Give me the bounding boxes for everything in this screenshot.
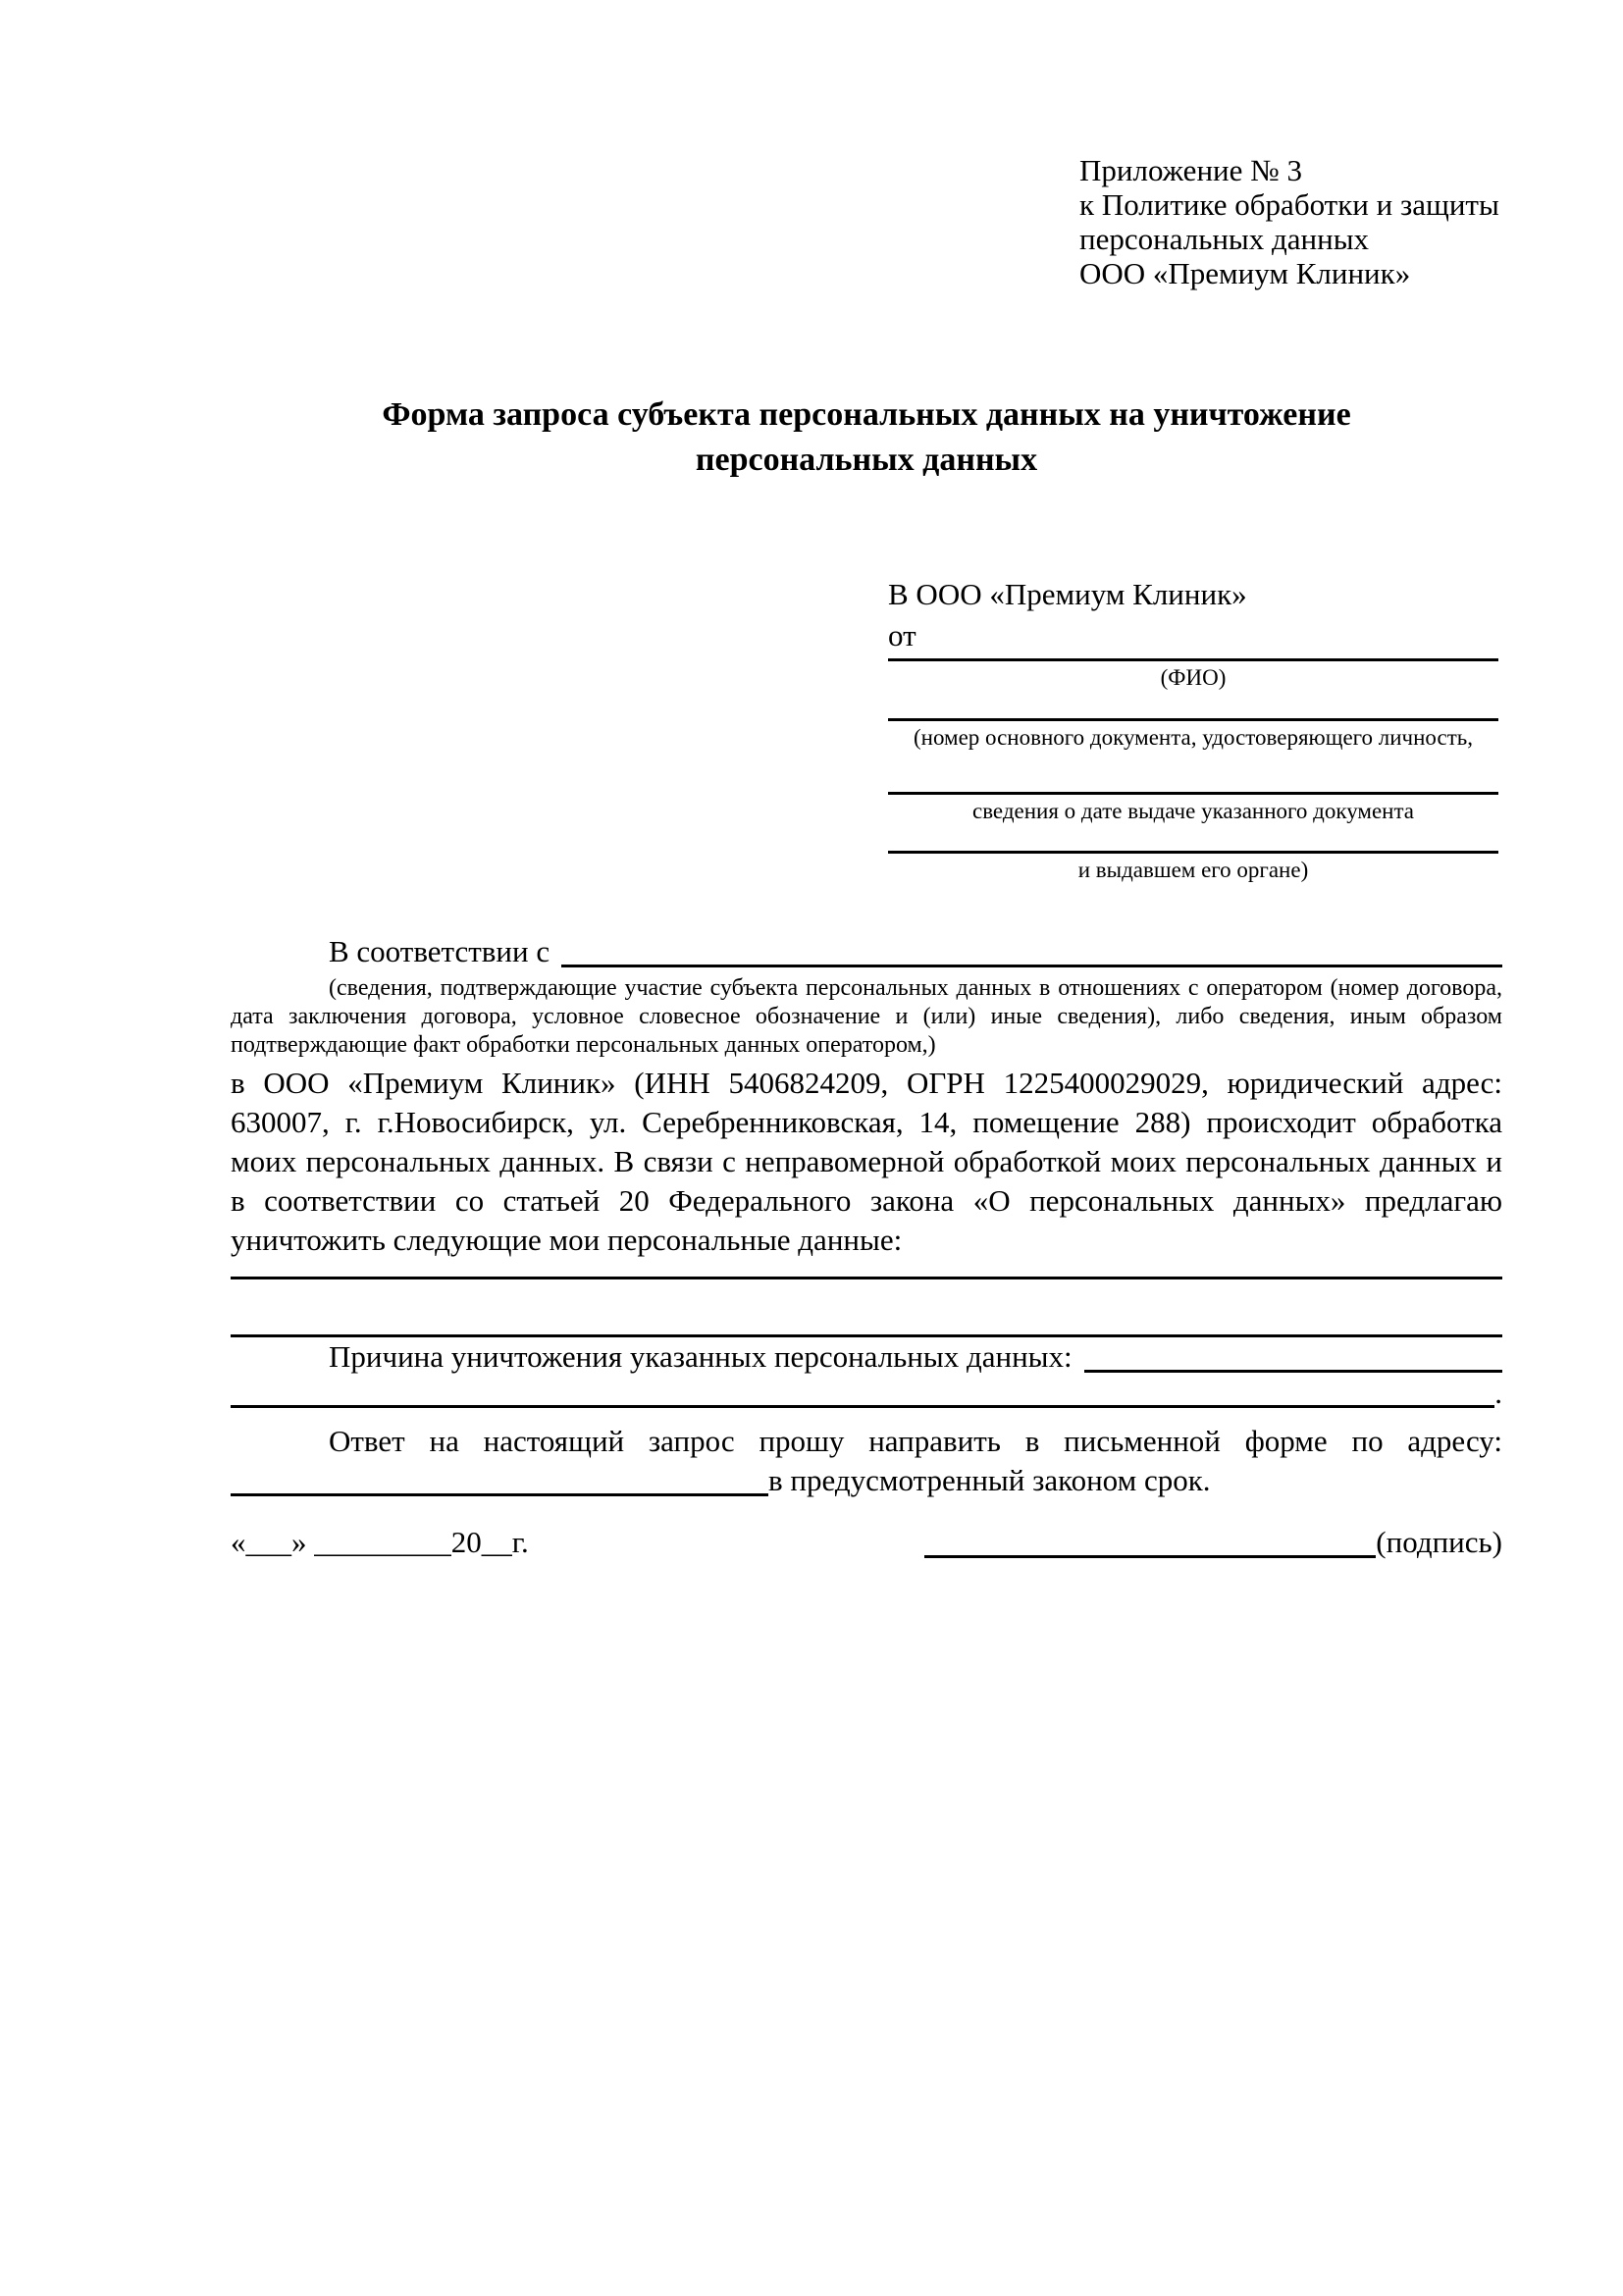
reason-row — [231, 1337, 1502, 1377]
address-input-line[interactable] — [231, 1461, 768, 1496]
doc-date-caption: сведения о дате выдаче указанного документа — [971, 799, 1415, 823]
main-paragraph: в ООО «Премиум Клиник» (ИНН 5406824209, ОГРН 1225400029029, юридический адрес: 630007, г. г.Новосибирск, ул. Серебренниковская, 14, помещение 288) происходит обработка моих персональных данных. В связи с неправомерной обработкой моих персональных данных и в соответствии со статьей 20 Федерального закона «О персональных данных» предлагаю уничтожить следующие мои персональные данные: — [231, 1066, 1502, 1257]
date-line[interactable]: «___» _________20__г. — [231, 1525, 529, 1559]
reason-input-line-2[interactable] — [231, 1377, 1494, 1408]
personal-data-input-line-1[interactable] — [231, 1260, 1502, 1279]
appendix-block — [1079, 153, 1499, 290]
personal-data-input-line-2[interactable] — [231, 1279, 1502, 1337]
accordance-input-line[interactable] — [561, 932, 1502, 967]
doc-number-caption: (номер основного документа, удостоверяющего личность, — [913, 725, 1473, 750]
signature-input-line[interactable] — [924, 1523, 1376, 1558]
appendix-line: персональных данных — [1079, 222, 1370, 256]
signature-caption: (подпись) — [1376, 1525, 1502, 1559]
footer-row — [231, 1523, 1502, 1562]
addressee-to: В ООО «Премиум Клиник» — [888, 577, 1247, 611]
body-column — [231, 932, 1502, 1500]
doc-issuer-input-line[interactable] — [888, 851, 1498, 854]
fio-input-line[interactable] — [888, 658, 1498, 661]
addressee-from-label: от — [888, 618, 916, 652]
document-title — [231, 392, 1502, 483]
accordance-note: (сведения, подтверждающие участие субъекта персональных данных в отношениях с оператором (номер договора, дата заключения договора, условное словесное обозначение и (или) иные сведения), либо сведения, иным образом подтверждающие факт обработки персональных данных оператором,) — [231, 975, 1502, 1058]
reason-label: Причина уничтожения указанных персональных данных: — [329, 1339, 1073, 1374]
doc-date-input-line[interactable] — [888, 792, 1498, 795]
accordance-label: В соответствии с — [329, 934, 550, 968]
doc-number-input-line[interactable] — [888, 718, 1498, 721]
accordance-row — [231, 932, 1502, 971]
fio-caption: (ФИО) — [1160, 665, 1227, 690]
answer-sentence: Ответ на настоящий запрос прошу направить в письменной форме по адресу: — [329, 1424, 1502, 1458]
reason-period: . — [1494, 1376, 1502, 1410]
document-title-line: персональных данных — [695, 442, 1038, 478]
appendix-line: к Политике обработки и защиты — [1079, 187, 1499, 222]
addressee-block — [888, 575, 1498, 883]
appendix-line: Приложение № 3 — [1079, 153, 1302, 187]
doc-issuer-caption: и выдавшем его органе) — [1077, 858, 1309, 882]
document-title-line: Форма запроса субъекта персональных данных на уничтожение — [382, 396, 1351, 433]
reason-input-line[interactable] — [1084, 1337, 1502, 1373]
answer-suffix: в предусмотренный законом срок. — [768, 1463, 1211, 1497]
appendix-line: ООО «Премиум Клиник» — [1079, 256, 1411, 290]
answer-row-2 — [231, 1461, 1502, 1500]
reason-row-2 — [231, 1377, 1502, 1410]
signature-block — [924, 1523, 1502, 1562]
